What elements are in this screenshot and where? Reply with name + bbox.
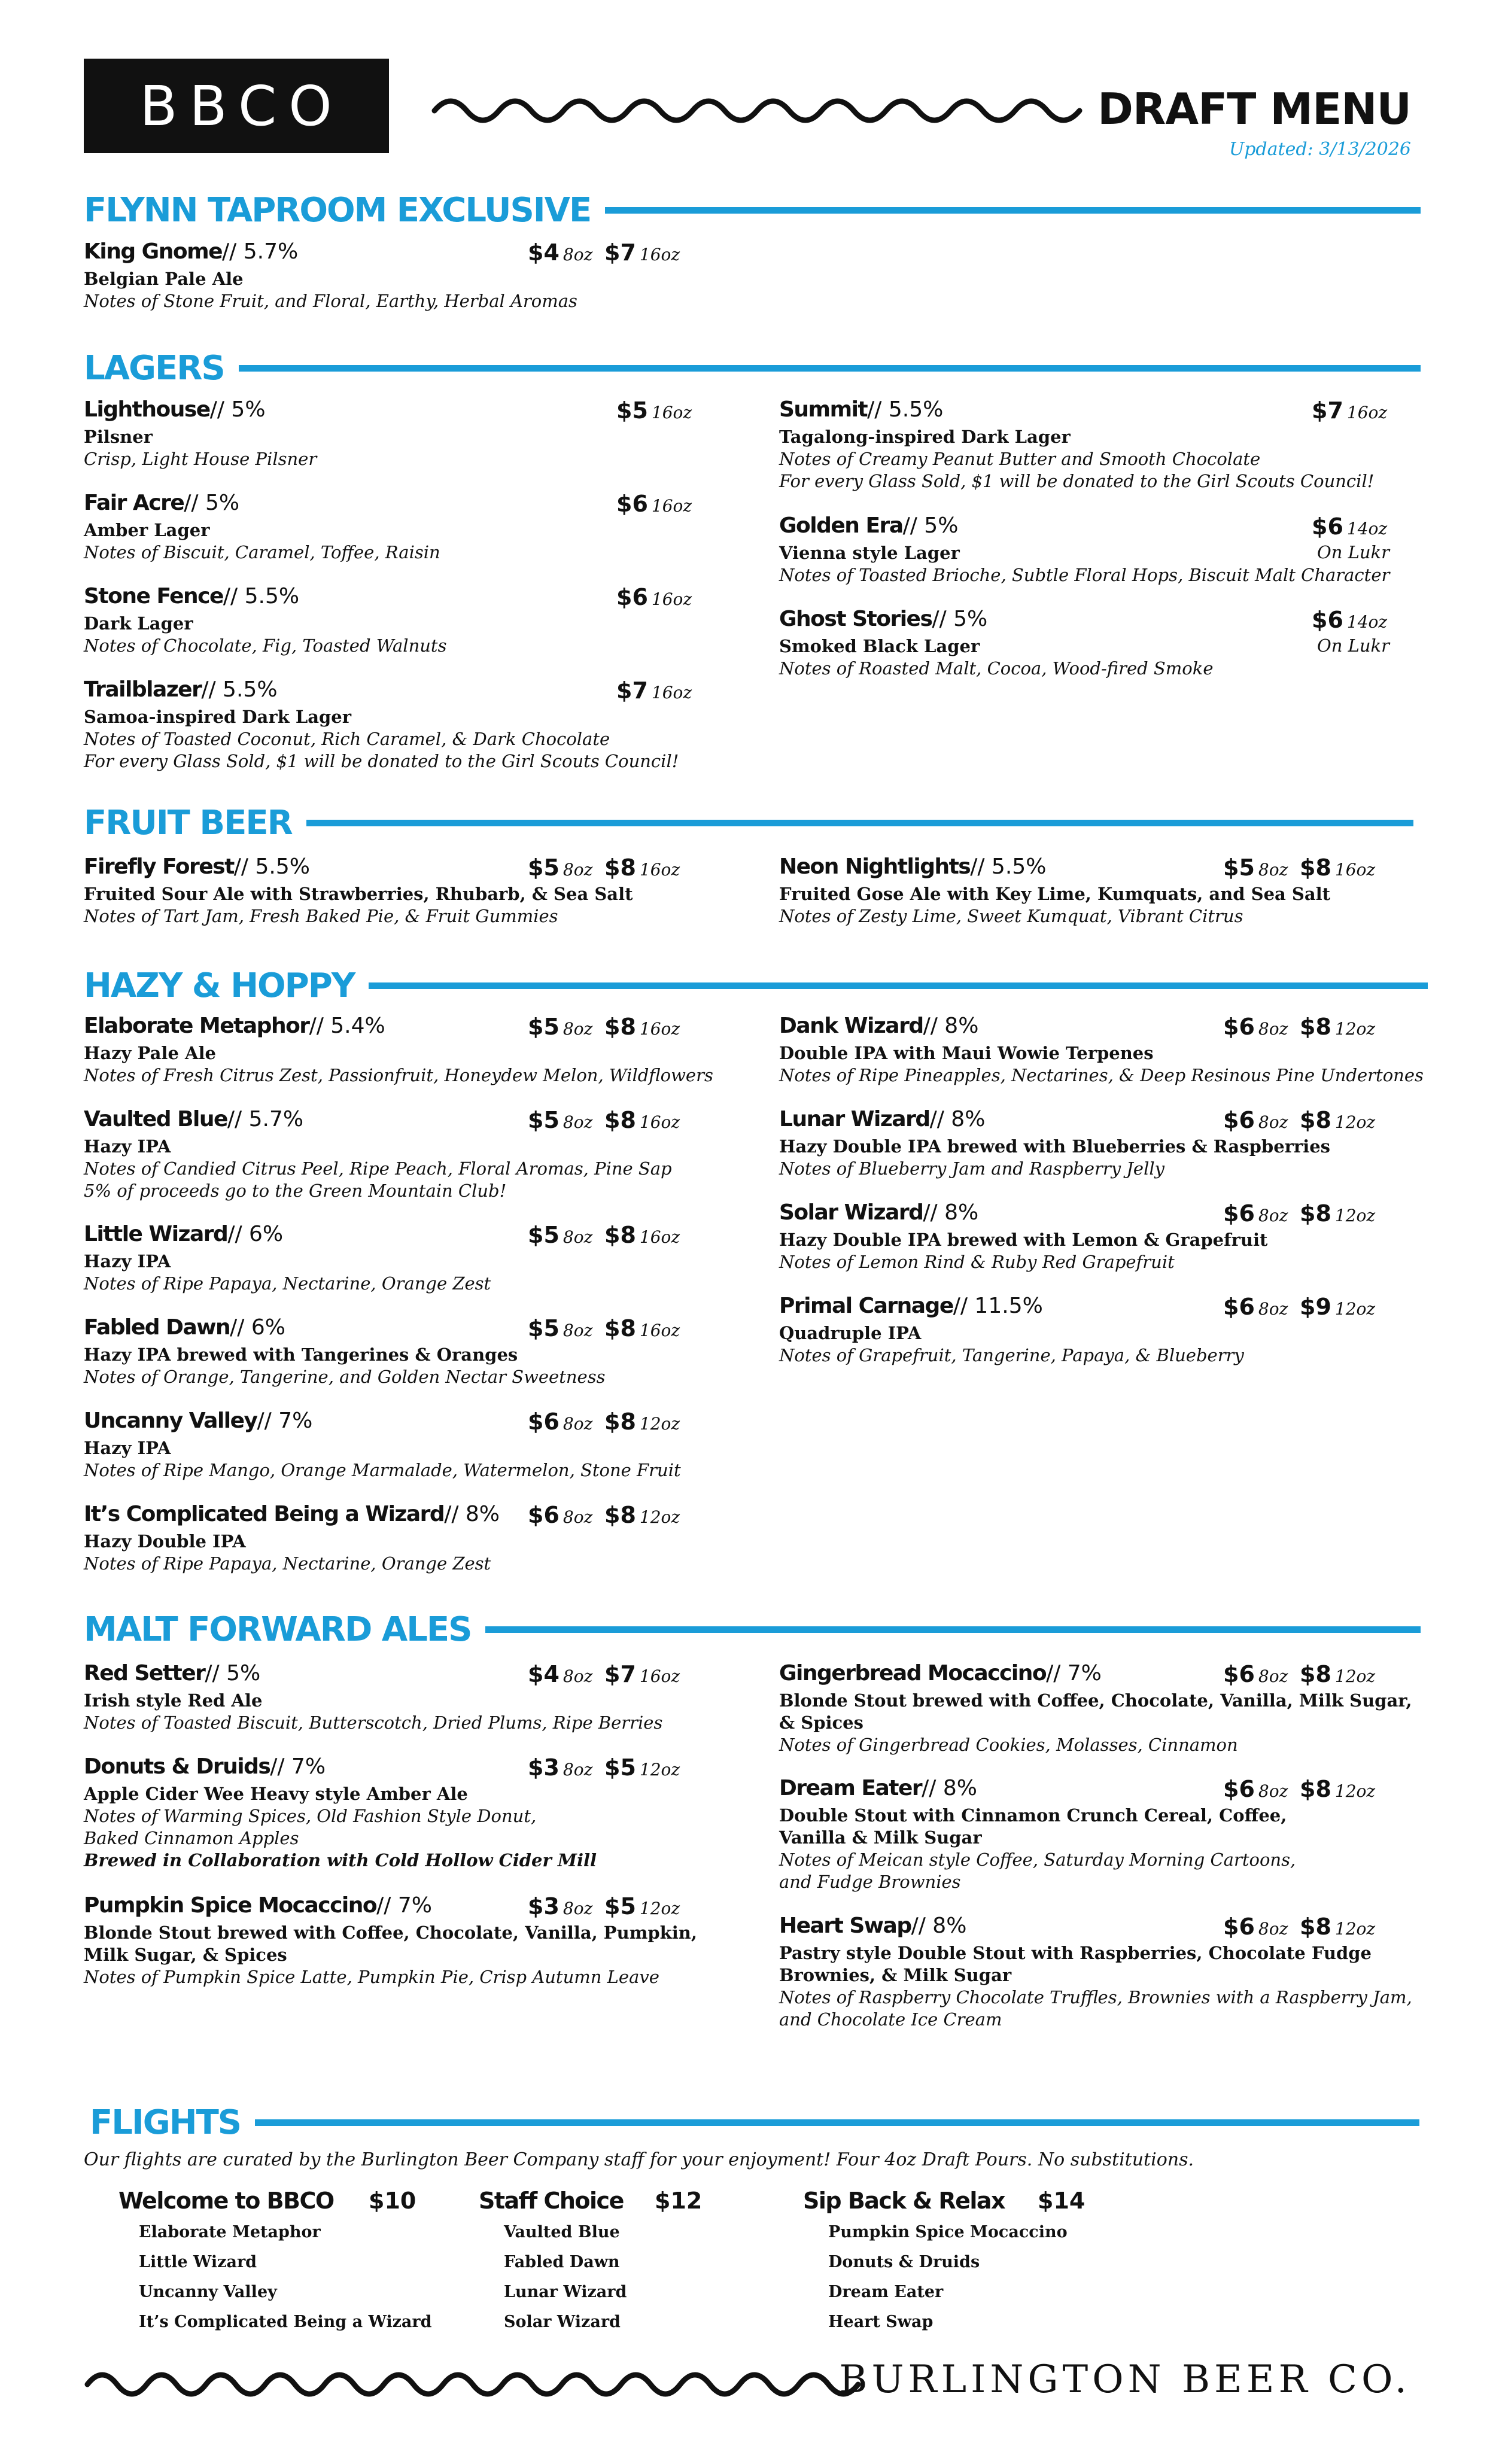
beer-item [779,1776,1389,1893]
section-fruit-header [84,802,1413,844]
beer-notes: Notes of Tart Jam, Fresh Baked Pie, & Fruit Gummies [84,906,558,926]
price-large: $8 12oz [1300,1661,1376,1687]
section-title: LAGERS [84,348,224,388]
beer-name: Uncanny Valley [84,1409,257,1433]
beer-name: Golden Era [779,513,903,538]
availability-note: On Lukr [1316,542,1389,562]
flights-intro: Our flights are curated by the Burlington Beer Company staff for your enjoyment! Four 4oz Draft Pours. No substitutions. [84,2149,1194,2170]
beer-notes: Notes of Candied Citrus Peel, Ripe Peach, Floral Aromas, Pine Sap [84,1158,672,1179]
price-large: $7 16oz [604,239,680,266]
beer-name: Lunar Wizard [779,1107,930,1131]
price-large: $7 16oz [616,677,692,704]
beer-name: It’s Complicated Being a Wizard [84,1502,445,1526]
price-large: $8 16oz [604,1315,680,1341]
beer-style: Samoa-inspired Dark Lager [84,707,352,727]
beer-style: Hazy IPA [84,1438,171,1458]
price-small: $6 8oz [528,1409,593,1435]
bbco-logo: BBCO [84,59,389,153]
beer-name: Pumpkin Spice Mocaccino [84,1893,377,1918]
section-malt-header [84,1608,1421,1650]
price-large: $8 16oz [604,854,680,881]
beer-item [84,1409,694,1482]
flight-item: Donuts & Druids [828,2253,980,2271]
section-hazy-header [84,965,1428,1006]
beer-name: King Gnome [84,239,223,264]
price-small: $6 8oz [1223,1914,1288,1940]
beer-item [84,1315,694,1388]
beer-abv: // 5% [205,1661,261,1686]
flight-price: $12 [655,2188,703,2214]
flight-item: Pumpkin Spice Mocaccino [828,2223,1068,2241]
beer-name: Heart Swap [779,1914,911,1938]
beer-abv: // 5.5% [201,677,278,702]
beer-item [84,584,694,657]
beer-notes: Notes of Stone Fruit, and Floral, Earthy, Herbal Aromas [84,291,577,311]
availability-note: On Lukr [1316,635,1389,656]
beer-item [779,1014,1424,1087]
beer-style: Hazy IPA brewed with Tangerines & Oranges [84,1344,518,1365]
beer-item [779,1294,1389,1367]
beer-notes: Notes of Chocolate, Fig, Toasted Walnuts [84,635,447,656]
beer-style-continued: & Spices [779,1712,863,1733]
beer-notes: Notes of Gingerbread Cookies, Molasses, Cinnamon [779,1735,1238,1755]
beer-item [779,854,1389,927]
beer-style: Smoked Black Lager [779,636,980,656]
price-large: $8 12oz [604,1409,680,1435]
price-small: $6 8oz [528,1502,593,1528]
beer-notes: Notes of Toasted Biscuit, Butterscotch, Dried Plums, Ripe Berries [84,1712,663,1733]
price-large: $7 16oz [604,1661,680,1687]
beer-notes: For every Glass Sold, $1 will be donated to the Girl Scouts Council! [84,751,679,771]
header-wave-icon [431,90,1083,132]
beer-item [84,1502,694,1575]
flight-item: Uncanny Valley [139,2283,277,2301]
flight-item: Vaulted Blue [504,2223,620,2241]
footer-wave-icon [84,2363,862,2405]
beer-style: Hazy Double IPA [84,1531,246,1552]
beer-abv: // 7% [270,1754,326,1779]
price-large: $8 12oz [1300,1914,1376,1940]
flight-item: Little Wizard [139,2253,257,2271]
price-large: $8 12oz [1300,1200,1376,1227]
beer-abv: // 5% [902,513,959,538]
beer-abv: // 8% [923,1200,979,1225]
beer-item [779,513,1389,586]
beer-style: Pilsner [84,427,153,447]
beer-style: Hazy Double IPA brewed with Blueberries & Raspberries [779,1136,1330,1157]
beer-style-continued: Milk Sugar, & Spices [84,1945,287,1965]
beer-abv: // 11.5% [953,1294,1043,1318]
beer-item [84,1754,694,1872]
beer-notes: Notes of Ripe Papaya, Nectarine, Orange Zest [84,1553,491,1574]
flight-item: Solar Wizard [504,2313,621,2331]
section-lagers-header [84,347,1421,389]
beer-abv: // 5.5% [233,854,310,879]
beer-style: Tagalong-inspired Dark Lager [779,427,1071,447]
beer-abv: // 5% [209,397,266,422]
beer-style-continued: Vanilla & Milk Sugar [779,1827,982,1848]
beer-name: Neon Nightlights [779,854,971,879]
beer-abv: // 8% [911,1914,967,1938]
section-rule [306,820,1413,826]
price-small: $3 8oz [528,1754,593,1781]
price-large: $8 16oz [604,1222,680,1248]
beer-name: Dank Wizard [779,1014,923,1038]
price-small: $4 8oz [528,239,593,266]
beer-notes: Notes of Meican style Coffee, Saturday Morning Cartoons, [779,1849,1296,1870]
beer-style: Hazy IPA [84,1251,171,1271]
beer-style: Double IPA with Maui Wowie Terpenes [779,1043,1154,1063]
section-rule [485,1626,1421,1633]
beer-notes: Notes of Biscuit, Caramel, Toffee, Raisin [84,542,440,562]
price-small: $6 8oz [1223,1107,1288,1133]
price-large: $5 12oz [604,1754,680,1781]
beer-name: Little Wizard [84,1222,228,1246]
beer-notes: Notes of Fresh Citrus Zest, Passionfruit, Honeydew Melon, Wildflowers [84,1065,713,1085]
beer-item [779,397,1389,492]
beer-notes: Notes of Raspberry Chocolate Truffles, Brownies with a Raspberry Jam, [779,1987,1412,2007]
beer-style: Irish style Red Ale [84,1690,263,1711]
beer-style: Blonde Stout brewed with Coffee, Chocolate, Vanilla, Milk Sugar, [779,1690,1412,1711]
price-large: $5 12oz [604,1893,680,1920]
beer-style: Pastry style Double Stout with Raspberries, Chocolate Fudge [779,1943,1372,1963]
flight-name: Staff Choice [479,2188,624,2214]
flight-name: Welcome to BBCO [118,2188,334,2214]
beer-notes: Notes of Pumpkin Spice Latte, Pumpkin Pie, Crisp Autumn Leave [84,1967,659,1987]
flight-item: Dream Eater [828,2283,944,2301]
beer-name: Dream Eater [779,1776,922,1800]
beer-name: Gingerbread Mocaccino [779,1661,1047,1686]
beer-notes: 5% of proceeds go to the Green Mountain Club! [84,1181,507,1201]
beer-name: Fabled Dawn [84,1315,230,1340]
price-large: $6 16oz [616,491,692,517]
section-rule [255,2119,1419,2126]
beer-style: Double Stout with Cinnamon Crunch Cereal, Coffee, [779,1805,1287,1826]
price-small: $5 8oz [528,1014,593,1040]
beer-item [84,677,694,772]
beer-abv: // 7% [1046,1661,1102,1686]
beer-item [84,1893,697,1988]
price-small: $5 8oz [528,854,593,881]
beer-style: Amber Lager [84,520,210,540]
price-large: $7 16oz [1312,397,1388,424]
beer-abv: // 6% [227,1222,284,1246]
price-small: $6 8oz [1223,1661,1288,1687]
section-title: FLYNN TAPROOM EXCLUSIVE [84,190,591,230]
footer-brand: BURLINGTON BEER CO. [839,2357,1411,2402]
beer-notes: and Fudge Brownies [779,1872,961,1892]
beer-notes: Notes of Warming Spices, Old Fashion Style Donut, [84,1806,537,1826]
section-title: MALT FORWARD ALES [84,1610,472,1649]
price-small: $6 8oz [1223,1200,1288,1227]
price-large: $6 14oz [1312,607,1388,633]
beer-name: Stone Fence [84,584,223,609]
price-small: $3 8oz [528,1893,593,1920]
beer-abv: // 5.4% [309,1014,385,1038]
updated-date: Updated: 3/13/2026 [1229,139,1411,160]
beer-abv: // 5% [184,491,240,515]
beer-name: Red Setter [84,1661,205,1686]
flight-price: $14 [1038,2188,1085,2214]
beer-item [84,491,694,564]
beer-name: Donuts & Druids [84,1754,270,1779]
flight-item: Heart Swap [828,2313,934,2331]
flight-welcome [118,2188,432,2337]
beer-item [84,239,680,312]
beer-style: Hazy Double IPA brewed with Lemon & Grapefruit [779,1230,1268,1250]
beer-item [84,397,694,470]
price-large: $6 14oz [1312,513,1388,540]
beer-notes: Notes of Orange, Tangerine, and Golden Nectar Sweetness [84,1367,606,1387]
beer-notes: Notes of Toasted Brioche, Subtle Floral Hops, Biscuit Malt Character [779,565,1390,585]
price-small: $4 8oz [528,1661,593,1687]
section-title: FRUIT BEER [84,803,292,842]
flight-name: Sip Back & Relax [803,2188,1005,2214]
beer-item [779,1914,1412,2031]
beer-style: Dark Lager [84,613,193,634]
beer-item [779,1107,1389,1180]
beer-name: Vaulted Blue [84,1107,227,1131]
beer-abv: // 8% [444,1502,500,1526]
beer-item [84,1222,694,1295]
price-large: $6 16oz [616,584,692,610]
beer-style: Hazy Pale Ale [84,1043,216,1063]
price-large: $5 16oz [616,397,692,424]
beer-name: Trailblazer [84,677,202,702]
beer-abv: // 5.5% [223,584,300,609]
flight-staff-choice [479,2188,703,2337]
page-title: DRAFT MENU [1097,84,1411,134]
beer-abv: // 5.5% [970,854,1047,879]
section-title: HAZY & HOPPY [84,966,355,1005]
beer-notes: Notes of Ripe Papaya, Nectarine, Orange Zest [84,1273,491,1294]
beer-item [84,854,694,927]
beer-style: Fruited Sour Ale with Strawberries, Rhubarb, & Sea Salt [84,884,633,904]
beer-name: Summit [779,397,868,422]
beer-abv: // 7% [376,1893,432,1918]
flight-item: Elaborate Metaphor [139,2223,321,2241]
section-flights-header [90,2101,1419,2143]
beer-notes: Notes of Roasted Malt, Cocoa, Wood-fired Smoke [779,658,1214,679]
price-large: $8 16oz [604,1107,680,1133]
beer-style: Belgian Pale Ale [84,269,244,289]
price-small: $6 8oz [1223,1294,1288,1320]
flight-item: Lunar Wizard [504,2283,627,2301]
beer-notes: Notes of Grapefruit, Tangerine, Papaya, & Blueberry [779,1345,1244,1365]
price-small: $6 8oz [1223,1776,1288,1802]
section-exclusive-header [84,189,1421,231]
beer-notes: Crisp, Light House Pilsner [84,449,317,469]
section-rule [369,982,1428,989]
beer-item [84,1107,694,1202]
beer-name: Fair Acre [84,491,184,515]
beer-notes: Baked Cinnamon Apples [84,1828,299,1848]
beer-name: Ghost Stories [779,607,932,631]
beer-abv: // 8% [922,1776,977,1800]
beer-notes: Notes of Blueberry Jam and Raspberry Jelly [779,1158,1165,1179]
price-small: $5 8oz [528,1315,593,1341]
beer-style: Fruited Gose Ale with Key Lime, Kumquats, and Sea Salt [779,884,1331,904]
price-small: $5 8oz [1223,854,1288,881]
beer-abv: // 5.7% [227,1107,304,1131]
price-small: $5 8oz [528,1222,593,1248]
section-title: FLIGHTS [90,2103,241,2142]
beer-notes: Notes of Zesty Lime, Sweet Kumquat, Vibrant Citrus [779,906,1243,926]
beer-abv: // 8% [923,1014,979,1038]
price-large: $9 12oz [1300,1294,1376,1320]
beer-name: Elaborate Metaphor [84,1014,309,1038]
beer-abv: // 5.7% [222,239,299,264]
beer-item [779,1661,1412,1756]
price-large: $8 12oz [1300,1107,1376,1133]
beer-notes: Notes of Ripe Pineapples, Nectarines, & Deep Resinous Pine Undertones [779,1065,1424,1085]
beer-notes: Notes of Creamy Peanut Butter and Smooth Chocolate [779,449,1261,469]
section-rule [239,365,1421,372]
flight-item: Fabled Dawn [504,2253,620,2271]
price-large: $8 16oz [604,1014,680,1040]
collab-note: Brewed in Collaboration with Cold Hollow Cider Mill [84,1850,597,1870]
beer-abv: // 5.5% [867,397,944,422]
price-large: $8 12oz [1300,1014,1376,1040]
beer-name: Firefly Forest [84,854,234,879]
beer-name: Lighthouse [84,397,210,422]
beer-style: Apple Cider Wee Heavy style Amber Ale [84,1784,468,1804]
beer-item [84,1661,694,1734]
beer-abv: // 7% [257,1409,313,1433]
beer-style: Vienna style Lager [779,543,960,563]
price-small: $5 8oz [528,1107,593,1133]
beer-abv: // 6% [230,1315,285,1340]
beer-style-continued: Brownies, & Milk Sugar [779,1965,1012,1985]
beer-name: Solar Wizard [779,1200,923,1225]
beer-notes: and Chocolate Ice Cream [779,2009,1002,2030]
beer-item [779,607,1389,680]
beer-notes: Notes of Ripe Mango, Orange Marmalade, Watermelon, Stone Fruit [84,1460,681,1480]
beer-notes: Notes of Lemon Rind & Ruby Red Grapefruit [779,1252,1175,1272]
flight-price: $10 [369,2188,416,2214]
beer-notes: For every Glass Sold, $1 will be donated to the Girl Scouts Council! [779,471,1375,491]
beer-abv: // 8% [929,1107,986,1131]
flight-sip-back [803,2188,1085,2337]
beer-style: Hazy IPA [84,1136,171,1157]
price-large: $8 12oz [1300,1776,1376,1802]
price-large: $8 12oz [604,1502,680,1528]
section-rule [605,207,1421,214]
beer-notes: Notes of Toasted Coconut, Rich Caramel, & Dark Chocolate [84,729,610,749]
beer-name: Primal Carnage [779,1294,953,1318]
beer-abv: // 5% [932,607,988,631]
price-small: $6 8oz [1223,1014,1288,1040]
beer-item [779,1200,1389,1273]
beer-style: Quadruple IPA [779,1323,922,1343]
beer-style: Blonde Stout brewed with Coffee, Chocolate, Vanilla, Pumpkin, [84,1922,697,1943]
flight-item: It’s Complicated Being a Wizard [139,2313,432,2331]
price-large: $8 16oz [1300,854,1376,881]
beer-item [84,1014,713,1087]
